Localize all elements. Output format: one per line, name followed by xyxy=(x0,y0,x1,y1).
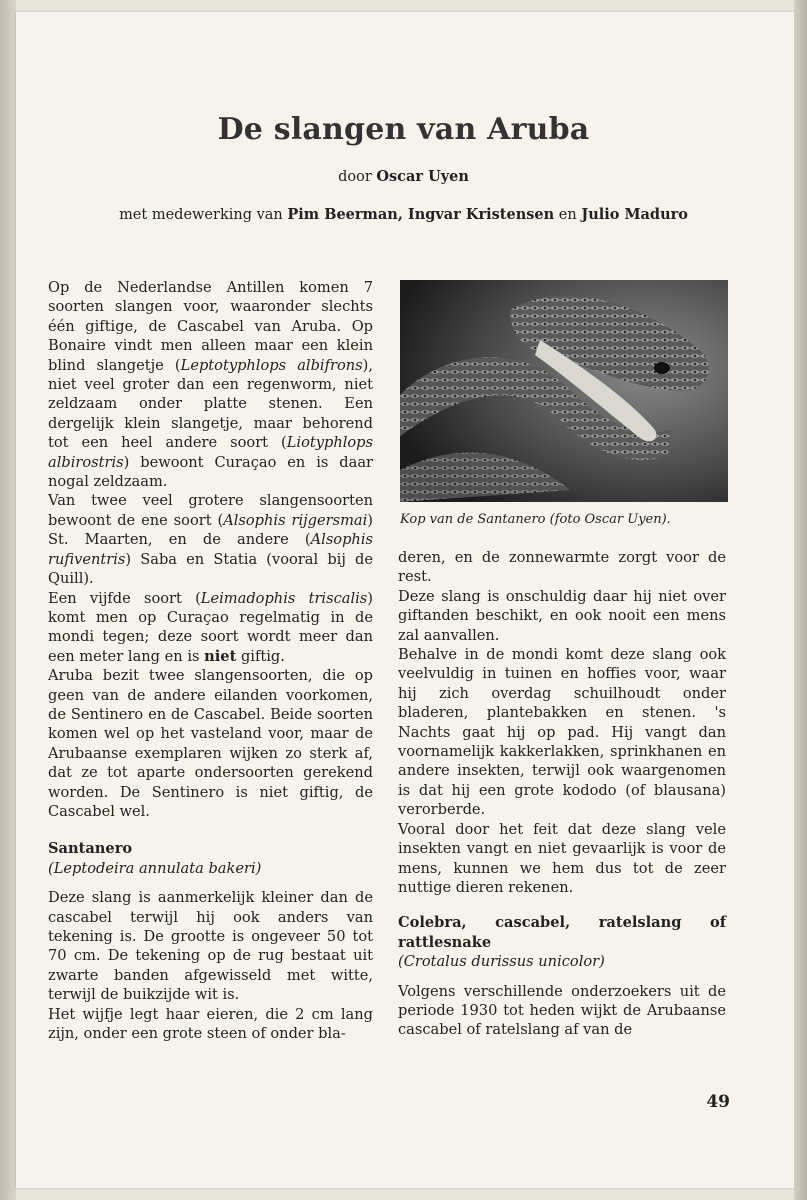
byline xyxy=(0,168,807,185)
snake-photo xyxy=(400,280,728,502)
section-scientific-name: (Leptodeira annulata bakeri) xyxy=(48,859,262,877)
article-title: De slangen van Aruba xyxy=(217,112,590,147)
text-run: ), niet veel groter dan een regenworm, niet zeldzaam onder platte stenen. Een dergelijk klein slangetje, maar behorend tot een heel andere soort ( xyxy=(48,356,373,452)
photo-caption: Kop van de Santanero (foto Oscar Uyen). xyxy=(400,512,671,527)
text-run: giftig. xyxy=(236,647,285,665)
right-column xyxy=(398,548,726,1040)
scientific-name: Liotyphlops albirostris xyxy=(48,434,373,471)
credits-prefix: met medewerking van xyxy=(119,207,288,223)
paragraph: Behalve in de mondi komt deze slang ook veelvuldig in tuinen en hoffies voor, waar hij zich overdag schuilhoudt onder bladeren, plantebakken en stenen. 's Nachts gaat hij op pad. Hij vangt dan voornamelijk kakkerlakken, sprinkhanen en andere insekten, terwijl ook waargenomen is dat hij een grote kododo (of blausana) verorberde. xyxy=(398,646,726,819)
paragraph: Vooral door het feit dat deze slang vele insekten vangt en niet gevaarlijk is voor de mens, kunnen we hem dus tot de zeer nuttige dieren rekenen. xyxy=(398,820,726,896)
scientific-name: Alsophis rufiventris xyxy=(48,531,373,568)
paragraph xyxy=(48,278,373,491)
credits-line xyxy=(0,206,807,223)
collaborators-group-2: Julio Maduro xyxy=(581,206,688,223)
paragraph: deren, en de zonnewarmte zorgt voor de rest. xyxy=(398,549,726,586)
page-number: 49 xyxy=(706,1092,730,1112)
paragraph xyxy=(48,589,373,667)
text-run: ) komt men op Curaçao regelmatig in de mondi tegen; deze soort wordt meer dan een meter lang en is xyxy=(48,589,373,665)
section-heading-colebra: Colebra, cascabel, ratelslang of rattlesnake xyxy=(398,914,726,951)
text-run: Van twee veel grotere slangensoorten bewoont de ene soort ( xyxy=(48,492,373,529)
text-run: ) bewoont Curaçao en is daar nogal zeldzaam. xyxy=(48,453,373,491)
section-scientific-name: (Crotalus durissus unicolor) xyxy=(398,953,605,971)
text-run: Een vijfde soort ( xyxy=(48,589,201,607)
scientific-name: Alsophis rijgersmai xyxy=(223,511,368,529)
paragraph: Aruba bezit twee slangensoorten, die op geen van de andere eilanden voorkomen, de Sentinero en de Cascabel. Beide soorten komen wel op het vasteland voor, maar de Arubaanse exemplaren wijken zo sterk af, dat ze tot aparte ondersoorten gerekend worden. De Sentinero is niet giftig, de Cascabel wel. xyxy=(48,667,373,820)
section-heading-santanero: Santanero xyxy=(48,840,133,858)
left-column xyxy=(48,278,373,1043)
emphasis: niet xyxy=(204,647,237,665)
snake-head-image xyxy=(400,280,728,502)
text-run: ) Saba en Statia (vooral bij de Quill). xyxy=(48,550,373,588)
paragraph: Deze slang is onschuldig daar hij niet over giftanden beschikt, en ook nooit een mens zal aanvallen. xyxy=(398,587,726,644)
paragraph: Het wijfje legt haar eieren, die 2 cm lang zijn, onder een grote steen of onder bla- xyxy=(48,1005,373,1043)
paragraph: Volgens verschillende onderzoekers uit de periode 1930 tot heden wijkt de Arubaanse cascabel of ratelslang af van de xyxy=(398,982,726,1039)
scientific-name: Leimadophis triscalis xyxy=(200,589,368,607)
paragraph: Deze slang is aanmerkelijk kleiner dan de cascabel terwijl hij ook anders van tekening is. De grootte is ongeveer 50 tot 70 cm. De tekening op de rug bestaat uit zwarte banden afgewisseld met witte, terwijl de buikzijde wit is. xyxy=(48,889,373,1004)
text-run: Op de Nederlandse Antillen komen 7 soorten slangen voor, waaronder slechts één giftige, de Cascabel van Aruba. Op Bonaire vindt men alleen maar een klein blind slangetje ( xyxy=(48,279,373,374)
collaborators-group-1: Pim Beerman, Ingvar Kristensen xyxy=(287,206,555,223)
scientific-name: Leptotyphlops albifrons xyxy=(180,356,363,374)
byline-prefix: door xyxy=(338,169,377,185)
text-run: ) St. Maarten, en de andere ( xyxy=(48,511,373,549)
credits-and: en xyxy=(554,207,582,223)
paragraph xyxy=(48,491,373,588)
author-name: Oscar Uyen xyxy=(376,168,469,185)
